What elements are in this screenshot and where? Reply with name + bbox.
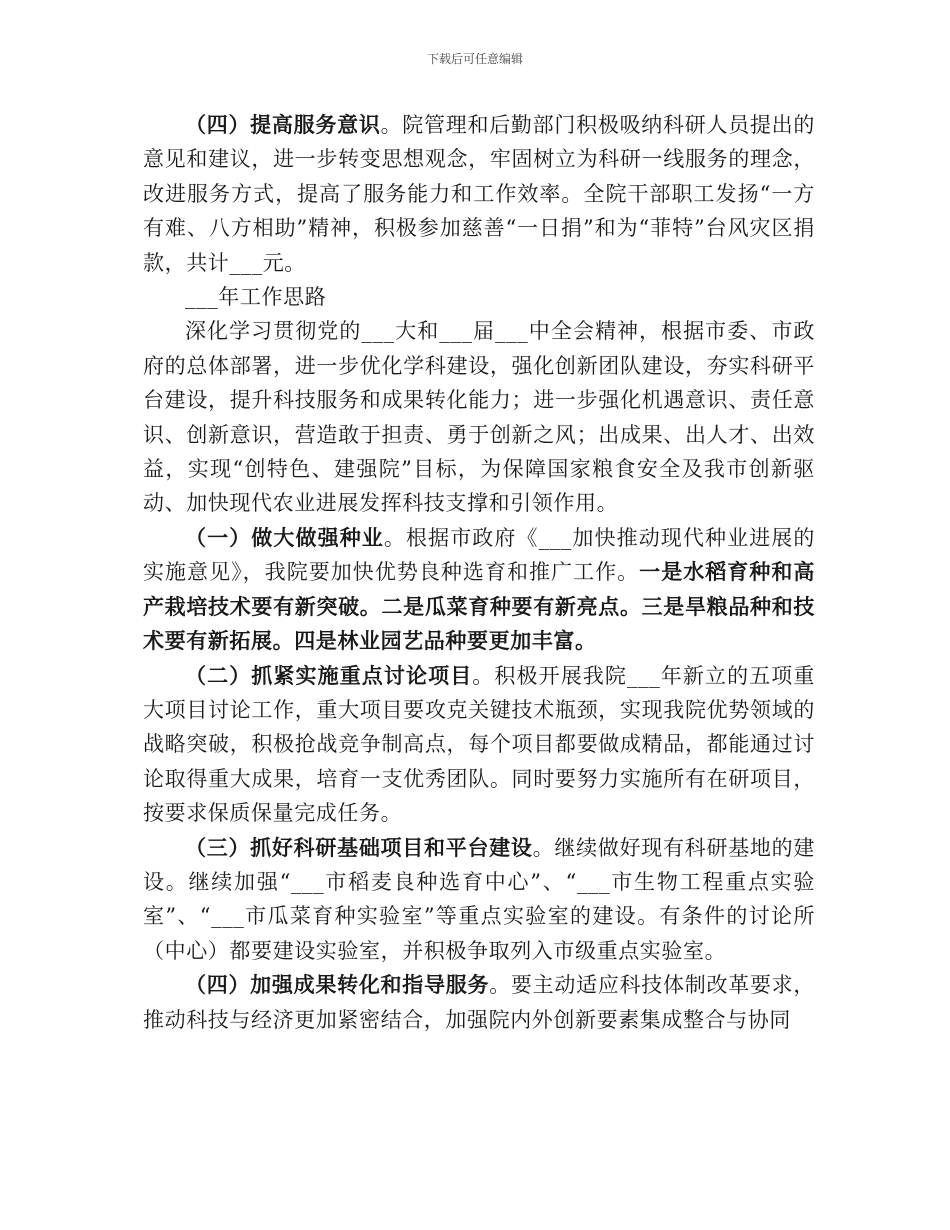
paragraph-platform-building [143, 831, 815, 969]
paragraph-heading: （四）提高服务意识 [185, 112, 381, 137]
paragraph-heading: （四）加强成果转化和指导服务 [185, 972, 490, 998]
paragraph-text: 。继续做好现有科研基地的建设。继续加强“___市稻麦良种选育中心”、“___市生物工程重点实验室”、“___市瓜菜育种实验室”等重点实验室的建设。有条件的讨论所（中心）都要建设实验室，并积极争取列入市级重点实验室。 [143, 835, 815, 963]
paragraph-achievement-transfer [143, 968, 815, 1037]
paragraph-key-projects [143, 659, 815, 831]
paragraph-seed-industry [143, 521, 815, 659]
paragraph-overview: 深化学习贯彻党的___大和___届___中全会精神，根据市委、市政府的总体部署，进一步优化学科建设，强化创新团队建设，夯实科研平台建设，提升科技服务和成果转化能力；进一步强化机遇意识、责任意识、创新意识，营造敢于担责、勇于创新之风；出成果、出人才、出效益，实现“创特色、建强院”目标，为保障国家粮食安全及我市创新驱动、加快现代农业进展发挥科技支撑和引领作用。 [143, 319, 815, 516]
paragraph-heading: （三）抓好科研基础项目和平台建设 [185, 834, 533, 860]
paragraph-text: 。积极开展我院___年新立的五项重大项目讨论工作，重大项目要攻克关键技术瓶颈，实现我院优势领域的战略突破，积极抢战竞争制高点，每个项目都要做成精品，都能通过讨论取得重大成果，培育一支优秀团队。同时要努力实施所有在研项目，按要求保质保量完成任务。 [143, 663, 815, 826]
section-title-work-plan: ___年工作思路 [185, 285, 327, 310]
paragraph-service-awareness [143, 108, 815, 280]
paragraph-text: 。根据市政府《___加快推动现代种业进展的实施意见》，我院要加快优势良种选育和推广工作。 [143, 525, 815, 585]
paragraph-heading: （二）抓紧实施重点讨论项目 [185, 662, 473, 688]
document-body [143, 108, 815, 1037]
page-header: 下载后可任意编辑 [426, 52, 523, 66]
paragraph-heading: （一）做大做强种业 [185, 524, 384, 550]
paragraph-text: 。要主动适应科技体制改革要求，推动科技与经济更加紧密结合，加强院内外创新要素集成整合与协同 [143, 973, 815, 1032]
paragraph-text: 。院管理和后勤部门积极吸纳科研人员提出的意见和建议，进一步转变思想观念，牢固树立为科研一线服务的理念，改进服务方式，提高了服务能力和工作效率。全院干部职工发扬“一方有难、八方相助”精神，积极参加慈善“一日捐”和为“菲特”台风灾区捐款，共计___元。 [143, 113, 815, 275]
paragraph-emphasis: 一是水稻育种和高产栽培技术要有新突破。二是瓜菜育种要有新亮点。三是旱粮品种和技术要有新拓展。四是林业园艺品种要更加丰富。 [143, 559, 815, 654]
